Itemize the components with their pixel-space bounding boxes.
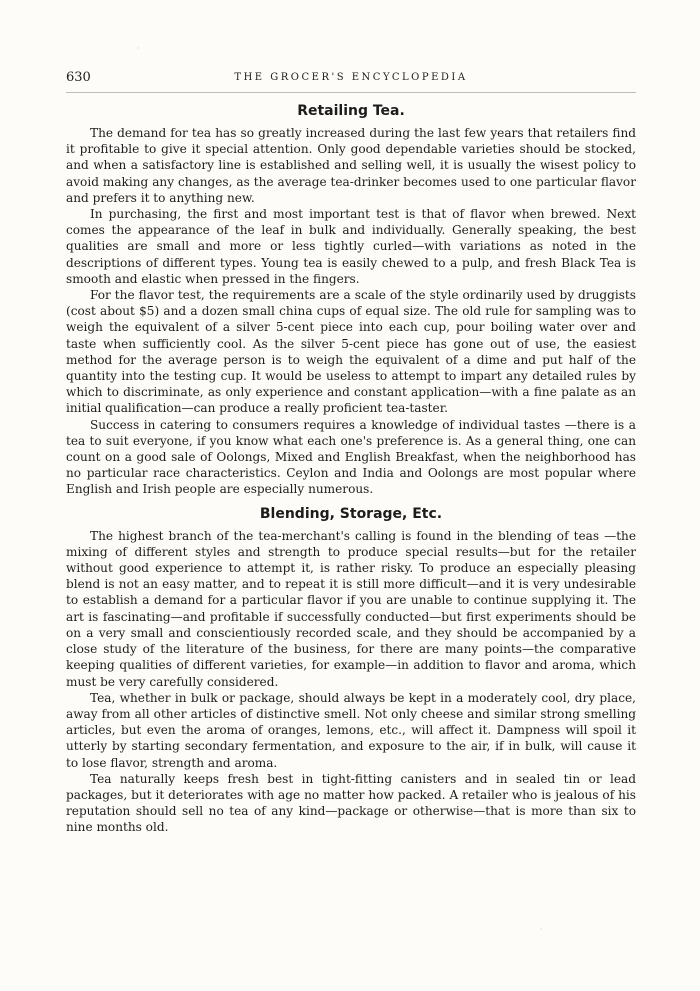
paragraph: For the flavor test, the requirements are a scale of the style ordinarily used by druggists (cost about $5) and a dozen small china cups of equal size. The old rule for sampling was to weigh the equivalent of a silver 5-cent piece into each cup, pour boiling water over and taste when sufficiently cool. As the silver 5-cent piece has gone out of use, the easiest method for the average person is to weigh the equivalent of a dime and put half of the quantity into the testing cup. It would be useless to attempt to impart any detailed rules by which to discriminate, as only experience and constant application—with a fine palate as an initial qualification—can produce a really proficient tea-taster. (66, 288, 636, 416)
page-number: 630 (66, 70, 91, 85)
running-title: THE GROCER'S ENCYCLOPEDIA (234, 72, 468, 83)
paragraph: In purchasing, the first and most important test is that of flavor when brewed. Next comes the appearance of the leaf in bulk and individually. Generally speaking, the best qualities are small and more or less tightly curled—with variations as noted in the descriptions of different types. Young tea is easily chewed to a pulp, and fresh Black Tea is smooth and elastic when pressed in the fingers. (66, 207, 636, 286)
paragraph: Tea, whether in bulk or package, should always be kept in a moderately cool, dry place, away from all other articles of distinctive smell. Not only cheese and similar strong smelling articles, but even the aroma of oranges, lemons, etc., will affect it. Dampness will spoil it utterly by starting secondary fermentation, and exposure to the air, if in bulk, will cause it to lose flavor, strength and aroma. (66, 690, 636, 770)
page-header (66, 70, 636, 93)
section-heading-blending-storage: Blending, Storage, Etc. (259, 505, 443, 522)
scan-speck: · (137, 44, 140, 53)
scan-speck: · (540, 925, 543, 934)
paragraph: The demand for tea has so greatly increased during the last few years that retailers find it profitable to give it special attention. Only good dependable varieties should be stocked, and when a satisfactory line is established and selling well, it is usually the wisest policy to avoid making any changes, as the average tea-drinker becomes used to one particular flavor and prefers it to anything new. (66, 126, 636, 205)
paragraph: Tea naturally keeps fresh best in tight-fitting canisters and in sealed tin or lead packages, but it deteriorates with age no matter how packed. A retailer who is jealous of his reputation should sell no tea of any kind—package or otherwise—that is more than six to nine months old. (66, 771, 636, 835)
paragraph: Success in catering to consumers requires a knowledge of individual tastes —there is a tea to suit everyone, if you know what each one's preference is. As a general thing, one can count on a good sale of Oolongs, Mixed and English Breakfast, when the neighborhood has no particular race characteristics. Ceylon and India and Oolongs are most popular where English and Irish people are especially numerous. (66, 417, 636, 497)
section-heading-retailing-tea: Retailing Tea. (297, 103, 405, 119)
page-body (66, 70, 636, 836)
paragraph: The highest branch of the tea-merchant's calling is found in the blending of teas —the mixing of different styles and strength to produce special results—but for the retailer without good experience to attempt it, is rather risky. To produce an especially pleasing blend is not an easy matter, and to repeat it is still more difficult—and it is very undesirable to establish a demand for a particular flavor if you are unable to continue supplying it. The art is fascinating—and profitable if successfully conducted—but first experiments should be on a very small and conscientiously recorded scale, and they should be accompanied by a close study of the literature of the business, for there are many points—the comparative keeping qualities of different varieties, for example—in addition to flavor and aroma, which must be very carefully considered. (66, 528, 636, 689)
